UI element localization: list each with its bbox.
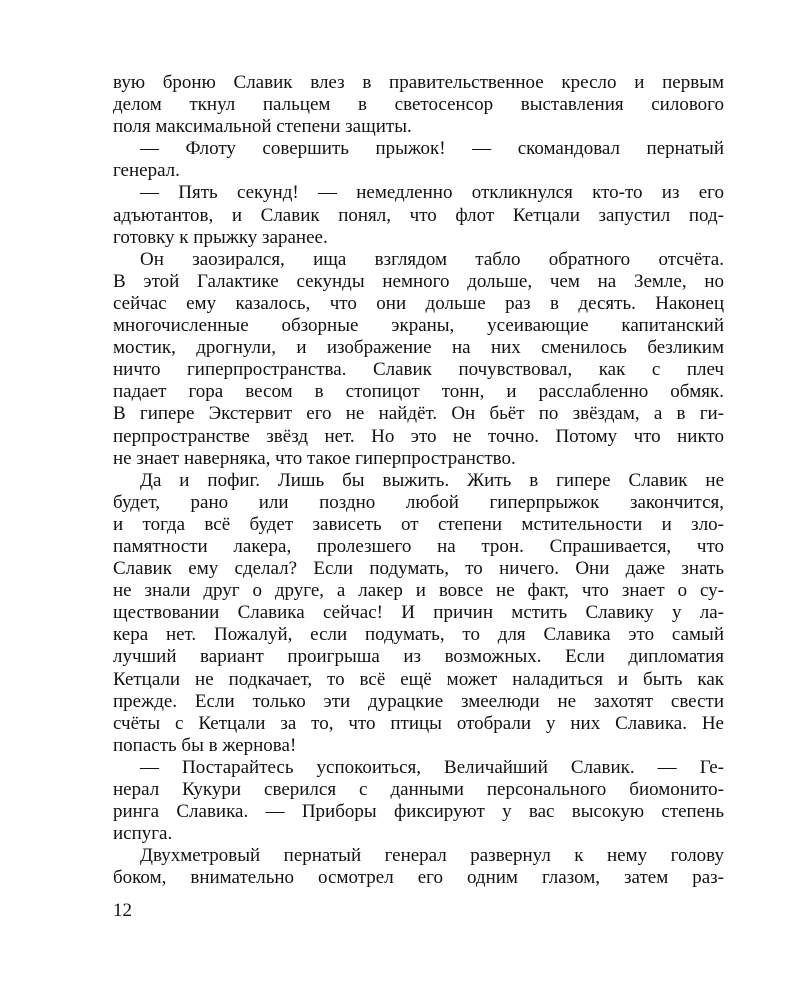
- text-line: — Постарайтесь успокоиться, Величайший Славик. — Ге-: [140, 756, 724, 778]
- text-line: Славик ему сделал? Если подумать, то ничего. Они даже знать: [113, 558, 724, 580]
- text-line: Двухметровый пернатый генерал развернул к нему голову: [140, 845, 724, 867]
- text-line: генерал.: [113, 160, 180, 182]
- text-line: готовку к прыжку заранее.: [113, 226, 328, 248]
- text-line: прежде. Если только эти дурацкие змеелюди не захотят свести: [113, 690, 724, 712]
- text-line: падает гора весом в стопицот тонн, и расслабленно обмяк.: [113, 381, 724, 403]
- text-line: В гипере Экстервит его не найдёт. Он бьёт по звёздам, а в ги-: [113, 403, 724, 425]
- text-line: и тогда всё будет зависеть от степени мстительности и зло-: [113, 513, 724, 535]
- text-line: ничто гиперпространства. Славик почувствовал, как с плеч: [113, 359, 724, 381]
- text-line: вую броню Славик влез в правительственное кресло и первым: [113, 72, 724, 93]
- text-line: попасть бы в жернова!: [113, 734, 297, 756]
- text-line: памятности лакера, пролезшего на трон. Спрашивается, что: [113, 535, 724, 557]
- text-line: ринга Славика. — Приборы фиксируют у вас высокую степень: [113, 801, 724, 823]
- text-line: — Флоту совершить прыжок! — скомандовал пернатый: [140, 138, 724, 160]
- text-line: Да и пофиг. Лишь бы выжить. Жить в гипере Славик не: [140, 469, 724, 491]
- text-line: В этой Галактике секунды немного дольше, чем на Земле, но: [113, 270, 724, 292]
- text-line: — Пять секунд! — немедленно откликнулся кто-то из его: [140, 182, 724, 204]
- text-line: нерал Кукури сверился с данными персонального биомонито-: [113, 779, 724, 800]
- text-line: адъютантов, и Славик понял, что флот Кетцали запустил под-: [113, 204, 724, 226]
- text-line: не знали друг о друге, а лакер и вовсе не факт, что знает о су-: [113, 580, 724, 602]
- text-line: мостик, дрогнули, и изображение на них сменилось безликим: [113, 337, 724, 359]
- text-line: боком, внимательно осмотрел его одним глазом, затем раз-: [113, 867, 724, 889]
- page-number: 12: [113, 900, 132, 921]
- text-line: счёты с Кетцали за то, что птицы отобрали у них Славика. Не: [113, 712, 724, 734]
- text-line: испуга.: [113, 823, 173, 845]
- text-line: будет, рано или поздно любой гиперпрыжок закончится,: [113, 491, 724, 513]
- text-line: делом ткнул пальцем в светосенсор выставления силового: [113, 94, 724, 116]
- text-line: кера нет. Пожалуй, если подумать, то для Славика это самый: [113, 624, 724, 646]
- text-line: Кетцали не подкачает, то всё ещё может наладиться и быть как: [113, 668, 724, 690]
- text-line: ществовании Славика сейчас! И причин мстить Славику у ла-: [113, 602, 724, 624]
- text-line: лучший вариант проигрыша из возможных. Если дипломатия: [113, 646, 724, 668]
- text-line: не знает наверняка, что такое гиперпространство.: [113, 447, 516, 469]
- text-line: поля максимальной степени защиты.: [113, 116, 412, 138]
- text-line: перпространстве звёзд нет. Но это не точно. Потому что никто: [113, 425, 724, 447]
- text-line: сейчас ему казалось, что они дольше раз в десять. Наконец: [113, 292, 724, 314]
- text-line: Он заозирался, ища взглядом табло обратного отсчёта.: [140, 248, 724, 270]
- text-line: многочисленные обзорные экраны, усеивающие капитанский: [113, 315, 724, 337]
- page-text: [113, 72, 724, 889]
